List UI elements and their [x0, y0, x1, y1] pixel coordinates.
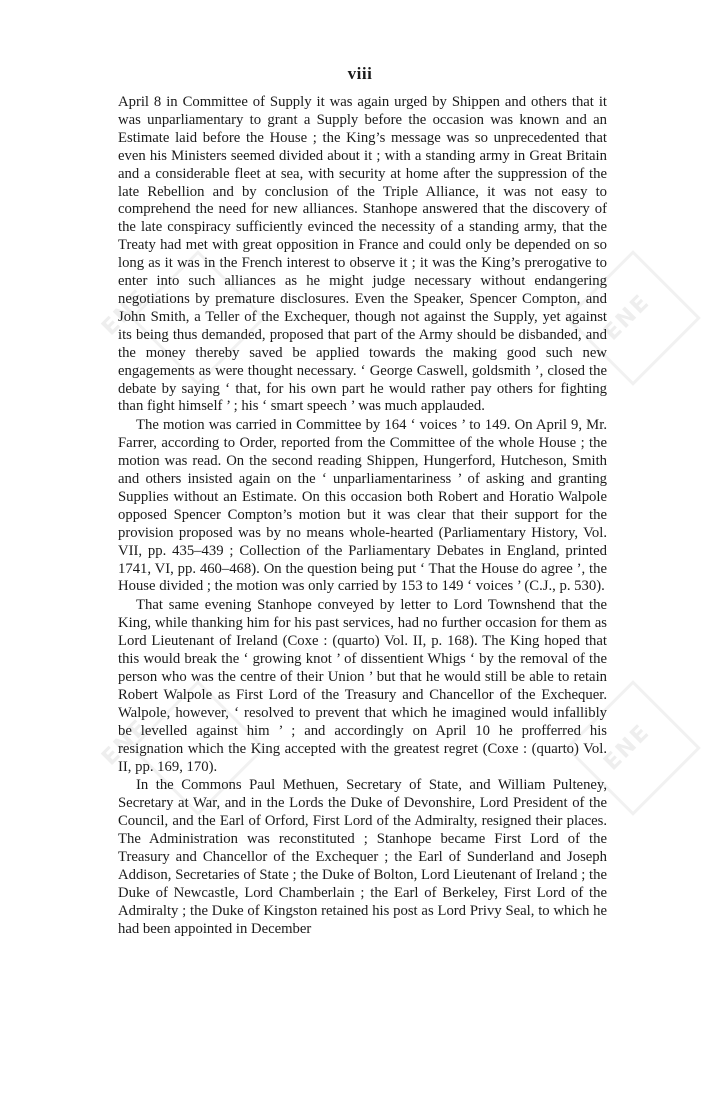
watermark-text-left-top: ENE	[97, 284, 154, 341]
page-number: viii	[347, 64, 373, 83]
paragraph-3: That same evening Stanhope conveyed by letter to Lord Townshend that the King, while thanking him for his past services, had no further occasion for them as Lord Lieutenant of Ireland (Coxe : (quarto) Vol. II, p. 168). The King hoped that this would break the ‘ growing knot ’ of dissentient Whigs ‘ by the removal of the person who was the centre of their Union ’ but that he would still be able to retain Robert Walpole as First Lord of the Treasury and Chancellor of the Exchequer. Walpole, however, ‘ resolved to prevent that which he imagined would infallibly be levelled against him ’ ; and accordingly on April 10 he profferred his resignation which the King accepted with the greatest regret (Coxe : (quarto) Vol. II, pp. 169, 170).	[118, 597, 607, 775]
body-text	[118, 94, 607, 939]
paragraph-2: The motion was carried in Committee by 164 ‘ voices ’ to 149. On April 9, Mr. Farrer, according to Order, reported from the Committee of the whole House ; the motion was read. On the second reading Shippen, Hungerford, Hutcheson, Smith and others insisted again on the ‘ unparliamentariness ’ of asking and granting Supplies without an Estimate. On this occasion both Robert and Horatio Walpole opposed Spencer Compton’s motion but it was clear that their support for the provision proposed was by no means whole-hearted (Parliamentary History, Vol. VII, pp. 435–439 ; Collection of the Parliamentary Debates in England, printed 1741, VI, pp. 460–468). On the question being put ‘ That the House do agree ’, the House divided ; the motion was only carried by 153 to 149 ‘ voices ’ (C.J., p. 530).	[118, 417, 607, 595]
watermark-text-left-mid: ENE	[97, 714, 154, 771]
paragraph-4: In the Commons Paul Methuen, Secretary of State, and William Pulteney, Secretary at War, and in the Lords the Duke of Devonshire, Lord President of the Council, and the Earl of Orford, First Lord of the Admiralty, resigned their places. The Administration was reconstituted ; Stanhope became First Lord of the Treasury and Chancellor of the Exchequer ; the Earl of Sunderland and Joseph Addison, Secretaries of State ; the Duke of Bolton, Lord Lieutenant of Ireland ; the Duke of Newcastle, Lord Chamberlain ; the Earl of Berkeley, First Lord of the Admiralty ; the Duke of Kingston retained his post as Lord Privy Seal, to which he had been appointed in December	[118, 777, 607, 937]
watermark-text-right-mid: ENE	[599, 719, 656, 776]
paragraph-1: April 8 in Committee of Supply it was again urged by Shippen and others that it was unparliamentary to grant a Supply before the occasion was known and an Estimate laid before the House ; the King’s message was so unprecedented that even his Ministers seemed divided about it ; with a standing army in Great Britain and a considerable fleet at sea, with security at home after the suppression of the late Rebellion and by conclusion of the Triple Alliance, it was not easy to comprehend the need for new alliances. Stanhope answered that the discovery of the late conspiracy sufficiently evinced the necessity of a standing army, that the Treaty had met with great opposition in France and could only be depended on so long as it was in the French interest to observe it ; it was the King’s prerogative to enter into such alliances as he might judge necessary without endangering negotiations by premature disclosures. Even the Speaker, Spencer Compton, and John Smith, a Teller of the Exchequer, though not against the Supply, yet against its being thus demanded, proposed that part of the Army should be disbanded, and the money thereby saved be applied towards the making good such new engagements as were thought necessary. ‘ George Caswell, goldsmith ’, closed the debate by saying ‘ that, for his own part he would rather pay others for fighting than fight himself ’ ; his ‘ smart speech ’ was much applauded.	[118, 94, 607, 415]
watermark-text-right-top: ENE	[599, 289, 656, 346]
